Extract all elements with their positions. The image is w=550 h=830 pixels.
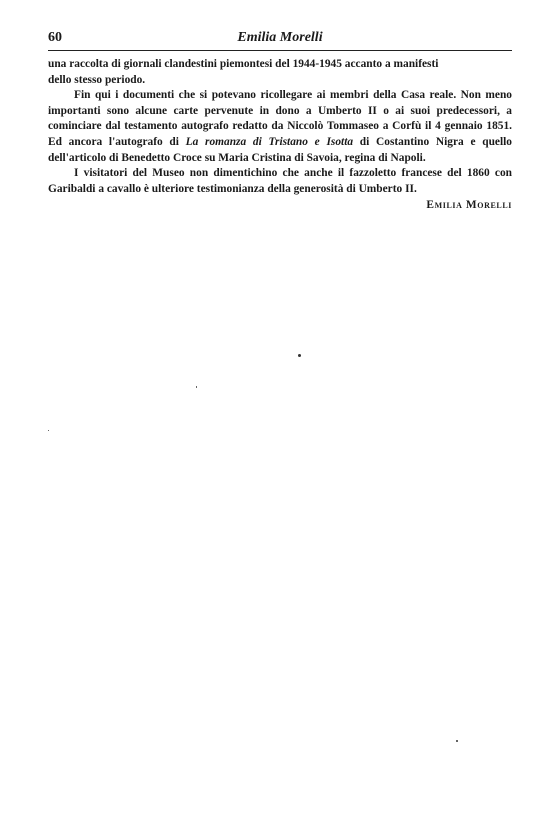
paragraph-continuation [48, 57, 512, 88]
page-number: 60 [48, 30, 62, 45]
author-signature: Emilia Morelli [426, 199, 512, 212]
document-page [48, 30, 512, 214]
running-head [48, 30, 512, 51]
running-title: Emilia Morelli [237, 30, 323, 45]
print-speck [456, 740, 458, 742]
paragraph-first-line: una raccolta di giornali clandestini piemontesi del 1944-1945 accanto a manifesti [48, 58, 439, 70]
print-speck [298, 354, 301, 357]
print-speck [48, 430, 49, 431]
paragraph-documents-outro: di Costantino Nigra e quello dell'articolo di Benedetto Croce su Maria Cristina di Savoia, regina di Napoli. [48, 135, 513, 164]
paragraph-documents-intro: Fin qui i documenti che si potevano ricollegare ai membri della Casa reale. Non meno importanti sono alcune carte pervenute in dono a Umberto II o ai suoi predecessori, a cominciare dal testamento autografo redatto da Niccolò Tommaseo a Corfù il 4 gennaio 1851. Ed ancora l'autografo di [48, 89, 512, 148]
article-body [48, 57, 512, 214]
print-speck [196, 386, 197, 388]
paragraph-first-rest: dello stesso periodo. [48, 73, 146, 86]
work-title: La romanza di Tristano e Isotta [185, 135, 354, 148]
paragraph-documents [48, 88, 512, 166]
paragraph-visitors: I visitatori del Museo non dimentichino che anche il fazzoletto francese del 1860 con Garibaldi a cavallo è ulteriore testimonianza della generosità di Umberto II. [48, 167, 512, 195]
